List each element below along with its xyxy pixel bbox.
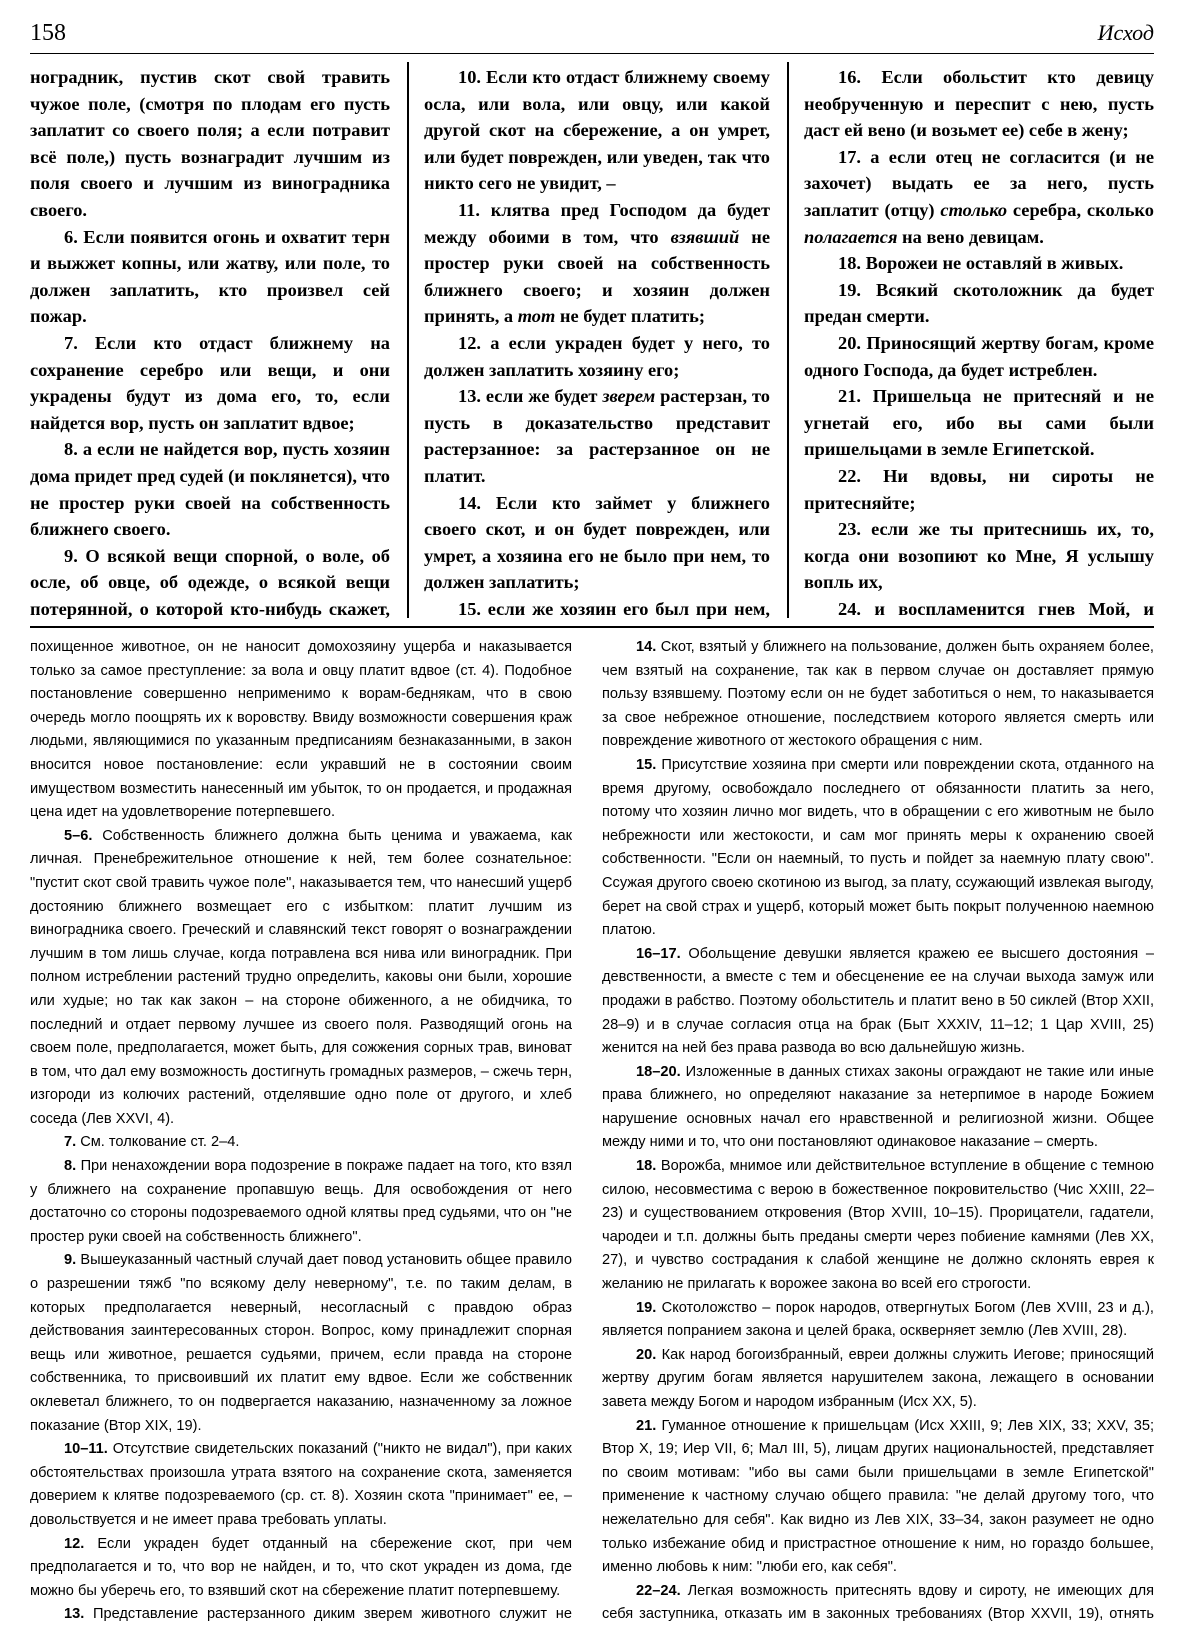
commentary-text: Как народ богоизбранный, евреи должны служить Иегове; приносящий жертву другим богам является нарушителем закона, лежащего в основании завета между Богом и народом избранным (Исх XX, 5).	[602, 1346, 1154, 1410]
scripture-text	[30, 58, 1154, 624]
verse-text: растерзан, то пусть в доказательство представит растерзанное: за растерзанное он не платит.	[424, 386, 770, 486]
verse-paragraph	[424, 383, 770, 489]
verse-reference: 12.	[64, 1535, 85, 1552]
commentary-text: Обольщение девушки является кражею ее высшего достояния – девственности, а вместе с тем и обесценение ее на случаи выхода замуж или продажи в рабство. Поэтому обольститель и платит вено в 50 сиклей (Втор XXII, 28–9) и в случае согласия отца на брак (Быт XXXIV, 11–12; 1 Цар XVIII, 25) женится на ней без права развода во всю дальнейшую жизнь.	[602, 945, 1154, 1057]
scripture-column-3	[804, 64, 1154, 620]
verse-reference: 9.	[64, 1252, 77, 1269]
running-title: Исход	[1097, 20, 1154, 45]
verse-paragraph: 15. если же хозяин его был при нем,	[458, 598, 770, 619]
verse-text: 17. а если отец не согласится (и не захочет) выдать ее за него, пусть заплатит (отцу)	[804, 146, 1154, 220]
commentary-text: Отсутствие свидетельских показаний ("никто не видал"), при каких обстоятельствах произошла утрата взятого на сохранение скота, заменяется доверием к клятве подозреваемого (ср. ст. 8). Хозяин скота "принимает" ее, – довольствуется и не имеет права требовать уплаты.	[30, 1441, 572, 1528]
verse-text: не будет платить;	[555, 306, 706, 327]
commentary-paragraph	[602, 636, 1154, 754]
verse-paragraph: 19. Всякий скотоложник да будет предан смерти.	[804, 279, 1154, 327]
commentary-text: См. толкование ст. 2–4.	[76, 1134, 240, 1151]
page-number: 158	[30, 20, 66, 46]
verse-paragraph: 18. Ворожеи не оставляй в живых.	[838, 253, 1124, 274]
commentary-paragraph	[30, 1438, 572, 1532]
commentary-paragraph	[602, 1061, 1154, 1155]
verse-reference: 5–6.	[64, 827, 93, 844]
commentary-text: Легкая возможность притеснять вдову и сироту, не имеющих для себя заступника, отказать им в законных требованиях (Втор XXVII, 19), отнять	[602, 1582, 1154, 1623]
verse-paragraph: 22. Ни вдовы, ни сироты не притесняйте;	[804, 465, 1154, 513]
commentary-text: Изложенные в данных стихах законы ограждают не такие или иные права ближнего, но определяют наказание за нетерпимое в народе Божием нарушение основных начал его нравственной и религиозной жизни. Общее между ними и то, что они постановляют одинаковое наказание – смерть.	[602, 1063, 1154, 1151]
verse-paragraph	[424, 197, 770, 330]
verse-paragraph: 9. О всякой вещи спорной, о воле, об осле, об овце, об одежде, о всякой вещи потерянной, о которой кто-нибудь скажет,	[30, 545, 390, 619]
verse-paragraph: 7. Если кто отдаст ближнему на сохранение серебро или вещи, и они украдены будут из дома его, то, если найдется вор, пусть он заплатит вдвое;	[30, 332, 390, 433]
verse-paragraph: 20. Приносящий жертву богам, кроме одного Господа, да будет истреблен.	[804, 332, 1154, 380]
page-header	[30, 20, 1154, 54]
commentary-column-1	[30, 636, 572, 1626]
commentary-paragraph	[30, 636, 572, 825]
commentary-paragraph	[602, 1415, 1154, 1580]
commentary-paragraph	[602, 1344, 1154, 1415]
scripture-column-1	[30, 64, 390, 620]
verse-paragraph: 16. Если обольстит кто девицу необрученную и переспит с нею, пусть даст ей вено (и возьмет ее) себе в жену;	[804, 67, 1154, 141]
commentary-paragraph	[602, 1155, 1154, 1297]
verse-text: серебра, сколько	[1007, 199, 1154, 220]
commentary-text: Вышеуказанный частный случай дает повод установить общее правило о разрешении тяжб "по всякому делу неверному", т.е. по таким делам, в которых предполагается неверный, несогласный с правдою образ действования заинтересованных сторон. Вопрос, кому принадлежит спорная вещь или животное, решается судьями, причем, если правда на стороне собственника, то присвоивший их платит ему вдвое. Если же собственник оклеветал ближнего, то он подвергается наказанию, назначенному за ложное показание (Втор XIX, 19).	[30, 1252, 572, 1434]
verse-paragraph: 6. Если появится огонь и охватит терн и выжжет копны, или жатву, или поле, то должен заплатить, кто произвел сей пожар.	[30, 226, 390, 327]
verse-paragraph: ноградник, пустив скот свой травить чужое поле, (смотря по плодам его пусть заплатит со своего поля; а если потравит всё поле,) пусть вознаградит лучшим из поля своего и лучшим из виноградника своего.	[30, 67, 390, 220]
commentary-text: Скот, взятый у ближнего на пользование, должен быть охраняем более, чем взятый на сохранение, так как в первом случае он доставляет прямую пользу взявшему. Поэтому если он не будет заботиться о нем, то наказывается за свое небрежное отношение, последствием которого является смерть или повреждение животного от жестокого обращения с ним.	[602, 639, 1154, 750]
verse-reference: 19.	[636, 1299, 657, 1316]
commentary-paragraph	[30, 1533, 572, 1604]
verse-paragraph	[804, 144, 1154, 250]
verse-reference: 21.	[636, 1417, 657, 1434]
verse-italic-word: зверем	[602, 386, 656, 407]
commentary-column-2	[602, 636, 1154, 1626]
section-divider	[30, 626, 1154, 628]
verse-text: на вено девицам.	[897, 226, 1044, 247]
verse-text: 13. если же будет	[458, 386, 603, 407]
verse-italic-word: тот	[517, 306, 556, 327]
column-divider	[787, 62, 789, 618]
commentary-paragraph	[602, 1580, 1154, 1626]
column-divider	[407, 62, 409, 618]
verse-italic-word: столько	[940, 199, 1008, 220]
commentary-text: Если украден будет отданный на сбережение скот, при чем предполагается и то, что вор не найден, и то, что скот украден из дома, где можно бы уберечь его, то взявший скот на сбережение платит потерпевшему.	[30, 1535, 572, 1599]
commentary-text: Гуманное отношение к пришельцам (Исх XXIII, 9; Лев XIX, 33; XXV, 35; Втор X, 19; Иер VII, 6; Мал III, 5), лицам других национальностей, представляет по своим мотивам: "ибо вы сами были пришельцами в земле Египетской" применение к частному случаю общего правила: "не делай другому того, что нежелательно для себя". Как видно из Лев XIX, 33–34, закон разумеет не одно только избежание обид и пристрастное отношение к ним, но гораздо большее, именно любовь к ним: "люби его, как себя".	[602, 1417, 1154, 1576]
verse-text: не простер руки своей на собственность ближнего своего; и хозяин должен принять, а	[424, 226, 770, 327]
commentary-paragraph	[30, 825, 572, 1132]
verse-italic-word: взявший	[670, 226, 740, 247]
commentary-paragraph	[30, 1603, 572, 1626]
commentary-paragraph	[602, 754, 1154, 943]
commentary-text: похищенное животное, он не наносит домохозяину ущерба и наказывается только за самое преступление: за вола и овцу платит вдвое (ст. 4). Подобное постановление совершенно неприменимо к ворам-беднякам, что в свою очередь могло поощрять их к воровству. Ввиду возможности совершения краж людьми, являющимися по указанным предписаниям безнаказанными, в закон вносится новое постановление: если укравший не в состоянии своим имуществом возместить нанесенный им убыток, то он продается, и продажная цена идет на удовлетворение потерпевшего.	[30, 639, 572, 821]
verse-reference: 22–24.	[636, 1582, 681, 1599]
verse-paragraph: 21. Пришельца не притесняй и не угнетай его, ибо вы сами были пришельцами в земле Египетской.	[804, 386, 1154, 460]
commentary-paragraph	[30, 1249, 572, 1438]
commentary-text: Представление растерзанного диким зверем животного служит не	[93, 1606, 572, 1623]
commentary-paragraph	[602, 1297, 1154, 1344]
commentary-text: При ненахождении вора подозрение в покраже падает на того, кто взял у ближнего на сохранение пропавшую вещь. Для освобождения от него достаточно со стороны подозреваемого одной клятвы пред судьями, что он "не простер руки своей на собственность ближнего".	[30, 1158, 572, 1245]
verse-reference: 10–11.	[64, 1441, 108, 1458]
verse-reference: 13.	[64, 1606, 85, 1623]
verse-paragraph: 12. а если украден будет у него, то должен заплатить хозяину его;	[424, 332, 770, 380]
verse-reference: 18–20.	[636, 1063, 681, 1080]
commentary-paragraph	[30, 1131, 572, 1155]
commentary-text: Ворожба, мнимое или действительное вступление в общение с темною силою, несовместима с верою в божественное покровительство (Чис XXIII, 22–23) и существованием откровения (Втор XVIII, 10–15). Прорицатели, гадатели, чародеи и т.п. должны быть преданы смерти через побиение камнями (Лев XX, 27), и чувство сострадания к слабой женщине не должно склонять еврея к желанию не прилагать к ворожее закона во всей его строгости.	[602, 1158, 1154, 1293]
verse-paragraph: 24. и воспламенится гнев Мой, и	[838, 598, 1154, 619]
scripture-column-2	[424, 64, 770, 620]
verse-reference: 7.	[64, 1134, 77, 1151]
verse-paragraph: 10. Если кто отдаст ближнему своему осла, или вола, или овцу, или какой другой скот на сбережение, а он умрет, или будет поврежден, или уведен, так что никто сего не увидит, –	[424, 67, 770, 194]
verse-reference: 18.	[636, 1158, 657, 1175]
verse-reference: 8.	[64, 1158, 77, 1175]
verse-reference: 15.	[636, 756, 657, 773]
verse-reference: 14.	[636, 639, 657, 655]
verse-paragraph: 14. Если кто займет у ближнего своего скот, и он будет поврежден, или умрет, а хозяина его не было при нем, то должен заплатить;	[424, 492, 770, 593]
commentary-text: Скотоложство – порок народов, отвергнутых Богом (Лев XVIII, 23 и д.), является попранием закона и целей брака, оскверняет землю (Лев XVIII, 28).	[602, 1299, 1154, 1340]
verse-reference: 16–17.	[636, 945, 681, 962]
commentary-text: Собственность ближнего должна быть ценима и уважаема, как личная. Пренебрежительное отношение к ней, тем более сознательное: "пустит скот свой травить чужое поле", наказывается тем, что нанесший ущерб достоянию ближнего возмещает его с избытком: платит лучшим из виноградника своего. Греческий и славянский текст говорят о вознаграждении лучшим в том лишь случае, когда потравлена вся нива или виноградник. При полном истреблении растений трудно определить, каковы они были, хорошие или худые; но так как закон – на стороне обиженного, а не обидчика, то последний и отдает первому лучшее из своего поля. Разводящий огонь на своем поле, предполагается, может быть, для сожжения сорных трав, виноват в том, что дал ему возможность достигнуть громадных размеров, – сжечь терн, изгороди из колючих растений, отделявшие одно поле от другого, и хлеб соседа (Лев XXVI, 4).	[30, 827, 572, 1127]
verse-paragraph: 8. а если не найдется вор, пусть хозяин дома придет пред судей (и поклянется), что не простер руки своей на собственность ближнего своего.	[30, 439, 390, 540]
verse-text: 11. клятва пред Господом да будет между обоими в том, что	[424, 199, 770, 247]
verse-italic-word: полагается	[804, 226, 898, 247]
commentary-paragraph	[30, 1155, 572, 1249]
commentary-text: Присутствие хозяина при смерти или повреждении скота, отданного на время другому, освобождало последнего от обязанности платить за него, потому что хозяин лично мог видеть, что в обращении с его животным не было небрежности или жестокости, и сам мог принять меры к охранению своей собственности. "Если он наемный, то пусть и пойдет за наемную плату свою". Ссужая другого своею скотиною из выгод, за плату, ссужающий извлекая выгоду, берет на свой страх и ущерб, который может быть покрыт полученною наемною платою.	[602, 756, 1154, 939]
verse-paragraph: 23. если же ты притеснишь их, то, когда они возопиют ко Мне, Я услышу вопль их,	[804, 519, 1154, 593]
verse-reference: 20.	[636, 1346, 657, 1363]
commentary-paragraph	[602, 943, 1154, 1061]
